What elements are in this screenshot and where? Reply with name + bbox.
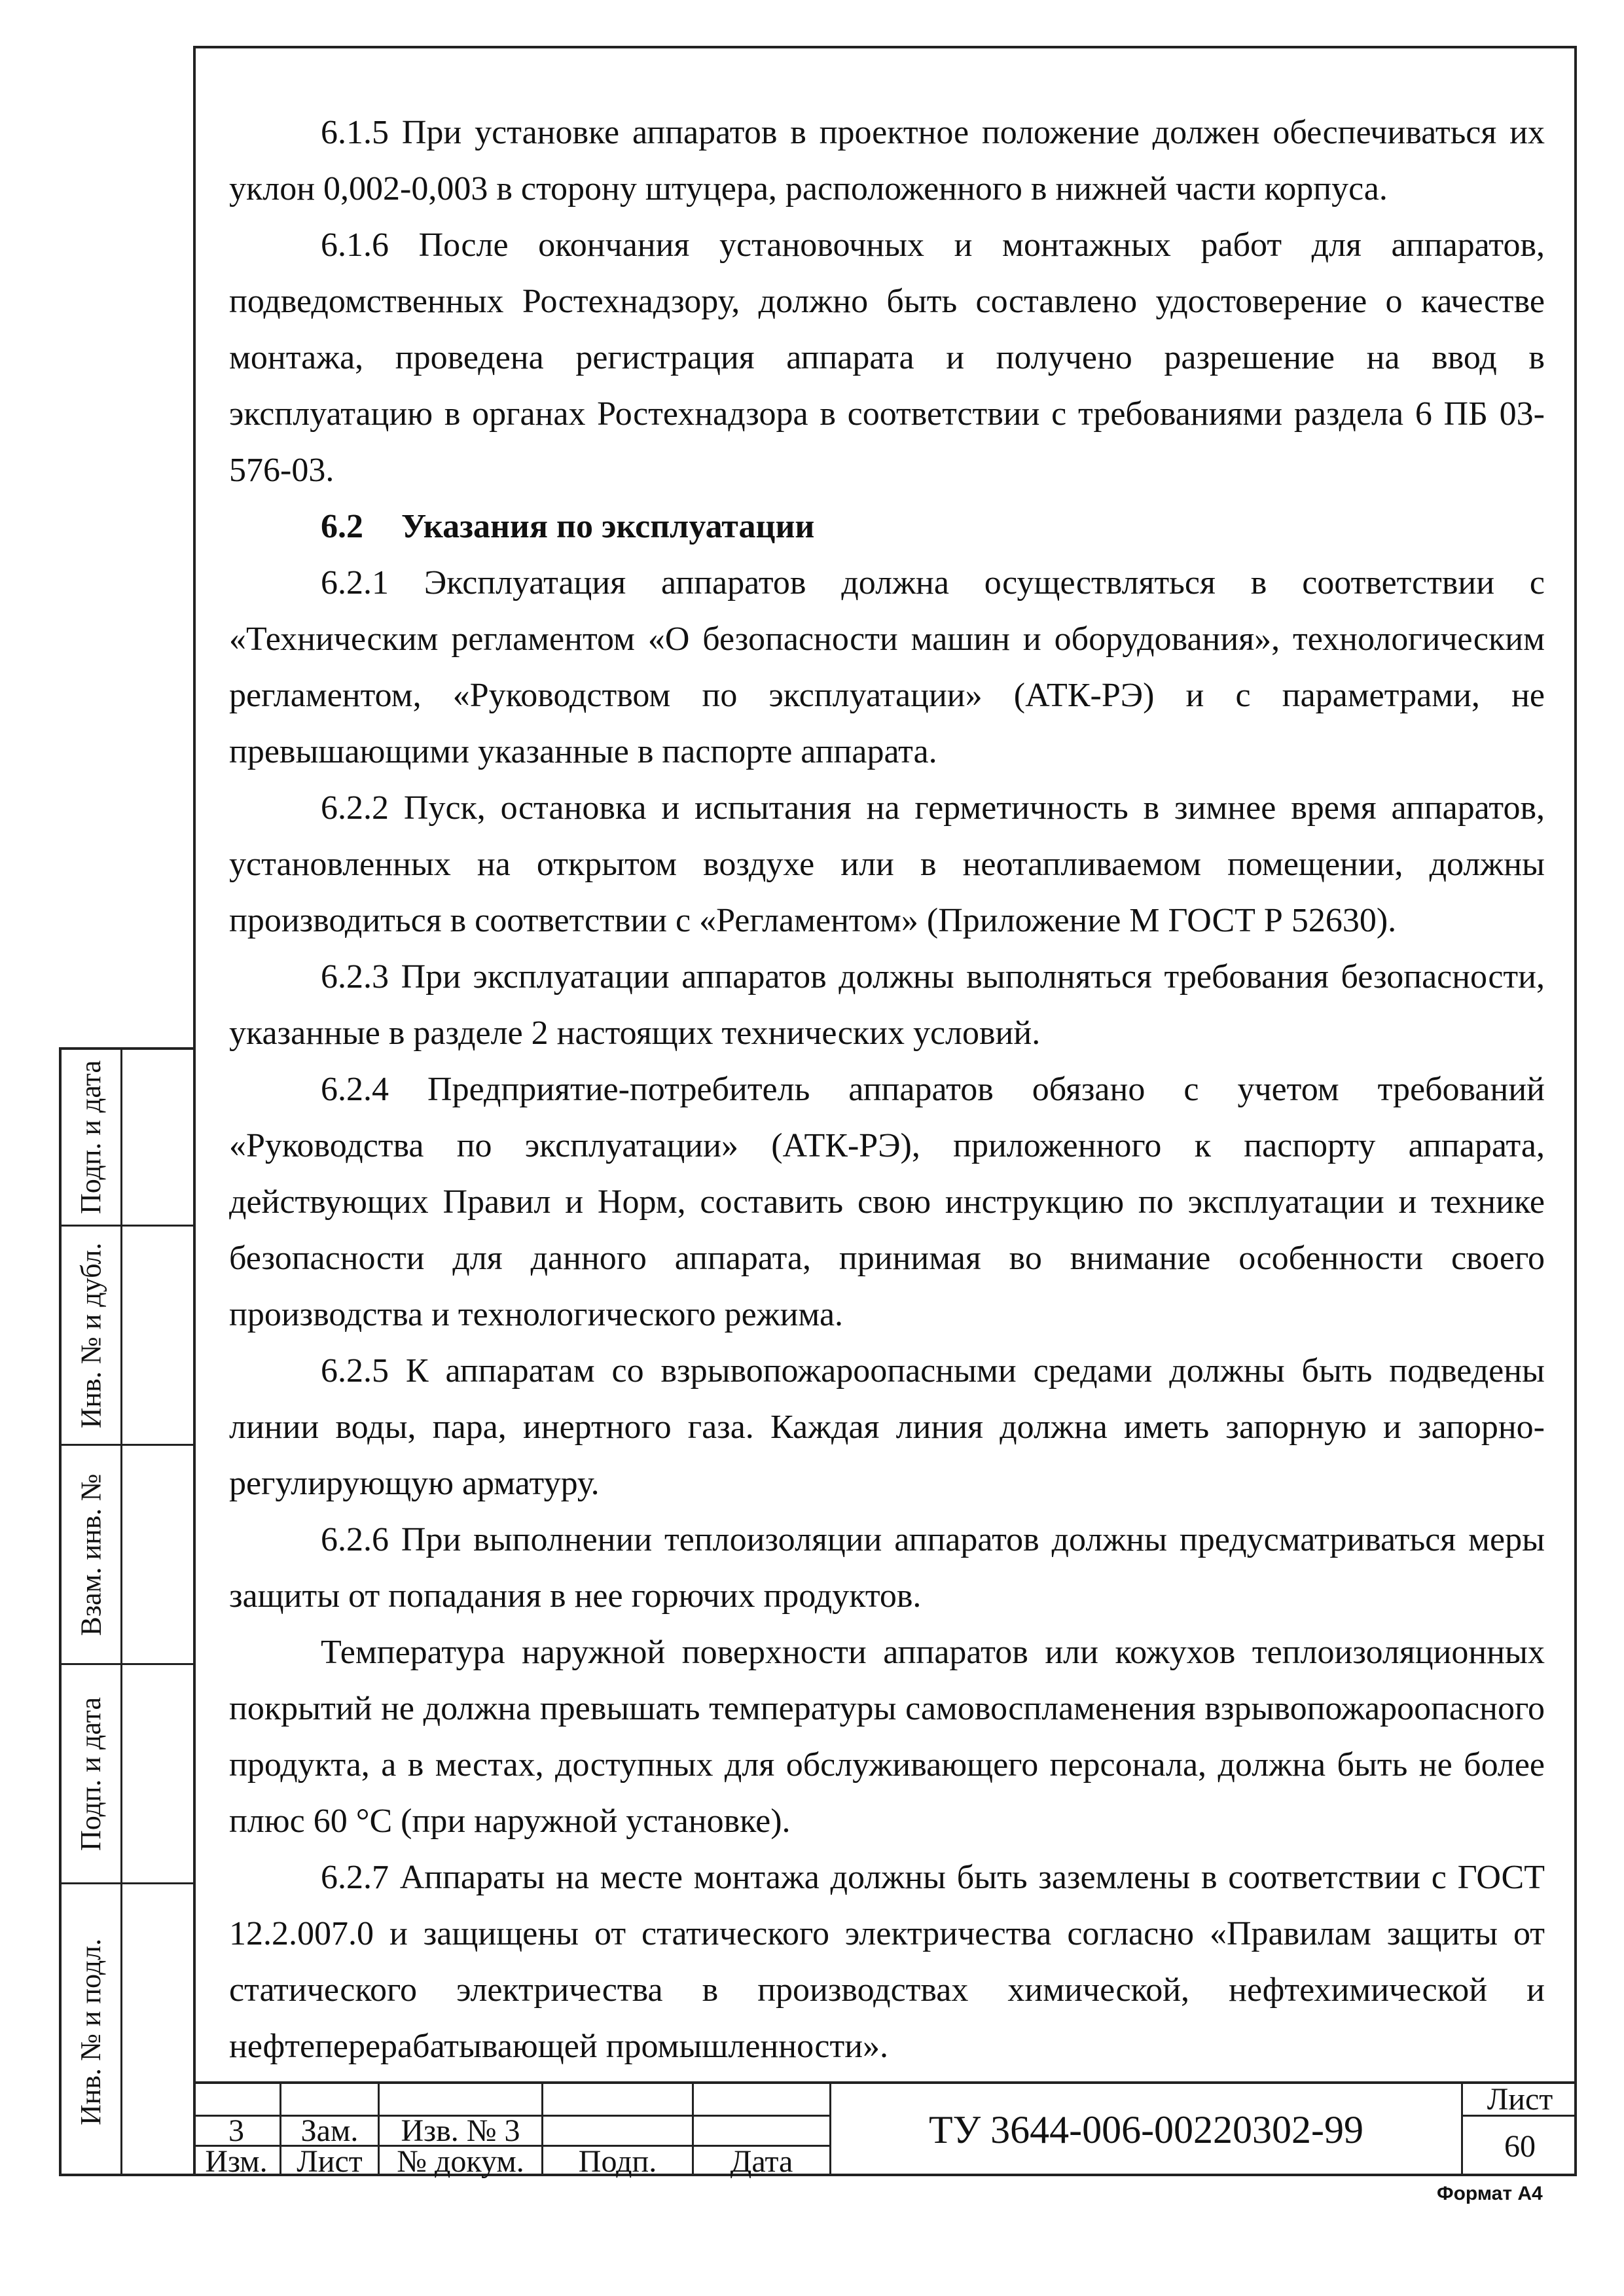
tb-change-sign [543,2117,694,2147]
side-label-podp-data-2: Подп. и дата [75,1696,107,1851]
title-block [193,2081,1577,2179]
paragraph-6-2-3: 6.2.3 При эксплуатации аппаратов должны выполняться требования безопасности, указанные в разделе 2 настоящих технических условий. [229,958,1545,1052]
side-label-inv-podl: Инв. № и подл. [75,1938,107,2125]
tb-change-doc: Изв. № 3 [380,2117,543,2147]
paragraph-6-2-1: 6.2.1 Эксплуатация аппаратов должна осуществляться в соответствии с «Техническим регламентом «О безопасности машин и оборудования», технологическим регламентом, «Руководством по эксплуатации» (АТК-РЭ) и с параметрами, не превышающими указанные в паспорте аппарата. [229,564,1545,770]
section-number: 6.2 [321,508,363,545]
tb-change-number: 3 [193,2117,281,2147]
tb-empty-cell [380,2084,543,2117]
paragraph-6-2-6: 6.2.6 При выполнении теплоизоляции аппаратов должны предусматриваться меры защиты от попадания в нее горючих продуктов. [229,1521,1545,1615]
side-stamp [59,1047,193,2176]
paragraph-6-1-5: 6.1.5 При установке аппаратов в проектное положение должен обеспечиваться их уклон 0,002-0,003 в сторону штуцера, расположенного в нижней части корпуса. [229,114,1545,207]
paragraph-6-2-7: 6.2.7 Аппараты на месте монтажа должны быть заземлены в соответствии с ГОСТ 12.2.007.0 и защищены от статического электричества согласно «Правилам защиты от статического электричества в производствах химической, нефтехимической и нефтеперерабатывающей промышленности». [229,1859,1545,2065]
tb-empty-cell [694,2084,831,2117]
section-title: Указания по эксплуатации [401,508,815,545]
paragraph-6-2-5: 6.2.5 К аппаратам со взрывопожароопасными средами должны быть подведены линии воды, пара, инертного газа. Каждая линия должна иметь запорную и запорно-регулирующую арматуру. [229,1352,1545,1502]
tb-header-date: Дата [694,2147,831,2176]
section-heading [229,499,1545,555]
format-label: Формат А4 [1437,2183,1543,2204]
side-stamp-divider [62,1050,122,2174]
side-label-podp-data-1: Подп. и дата [75,1060,107,1215]
tb-header-sign: Подп. [543,2147,694,2176]
paragraph-6-2-2: 6.2.2 Пуск, остановка и испытания на герметичность в зимнее время аппаратов, установленных на открытом воздухе или в неотапливаемом помещении, должны производиться в соответствии с «Регламентом» (Приложение М ГОСТ Р 52630). [229,789,1545,939]
sheet-label: Лист [1463,2084,1577,2117]
tb-change-date [694,2117,831,2147]
side-label-inv-dubl: Инв. № и дубл. [75,1242,107,1428]
tb-empty-cell [543,2084,694,2117]
tb-header-list: Лист [281,2147,380,2176]
paragraph-6-2-6-temperature: Температура наружной поверхности аппаратов или кожухов теплоизоляционных покрытий не должна превышать температуры самовоспламенения взрывопожароопасного продукта, а в местах, доступных для обслуживающего персонала, должна быть не более плюс 60 °С (при наружной установке). [229,1634,1545,1840]
document-body [229,105,1545,2075]
tb-empty-cell [193,2084,281,2117]
tb-empty-cell [281,2084,380,2117]
document-code: ТУ 3644-006-00220302-99 [831,2084,1463,2176]
sheet-number: 60 [1504,2129,1536,2164]
tb-header-izm: Изм. [193,2147,281,2176]
paragraph-6-1-6: 6.1.6 После окончания установочных и монтажных работ для аппаратов, подведомственных Ростехнадзору, должно быть составлено удостоверение о качестве монтажа, проведена регистрация аппарата и получено разрешение на ввод в эксплуатацию в органах Ростехнадзора в соответствии с требованиями раздела 6 ПБ 03-576-03. [229,226,1545,489]
side-label-vzam-inv: Взам. инв. № [75,1473,107,1636]
tb-change-sheet: Зам. [281,2117,380,2147]
tb-header-doc: № докум. [380,2147,543,2176]
paragraph-6-2-4: 6.2.4 Предприятие-потребитель аппаратов обязано с учетом требований «Руководства по эксплуатации» (АТК-РЭ), приложенного к паспорту аппарата, действующих Правил и Норм, составить свою инструкцию по эксплуатации и технике безопасности для данного аппарата, принимая во внимание особенности своего производства и технологического режима. [229,1071,1545,1333]
